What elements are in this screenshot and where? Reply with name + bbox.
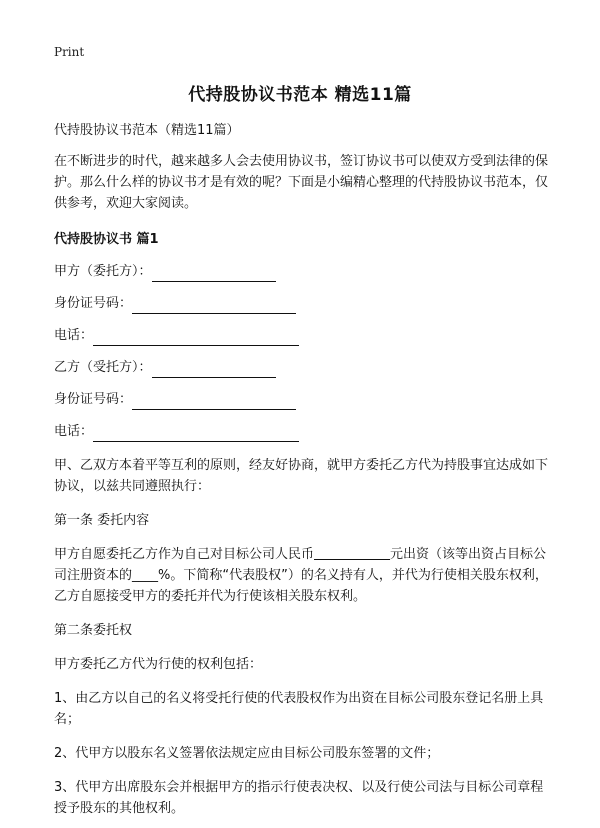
id-b-field <box>54 389 548 410</box>
party-b-blank <box>152 361 276 378</box>
article2-intro: 甲方委托乙方代为行使的权利包括： <box>54 657 263 672</box>
phone-b-blank <box>93 425 299 442</box>
id-a-blank <box>132 297 296 314</box>
list-item: 1、由乙方以自己的名义将受托行使的代表股权作为出资在目标公司股东登记名册上具名； <box>54 691 544 727</box>
list-item: 3、代甲方出席股东会并根据甲方的指示行使表决权、以及行使公司法与目标公司章程授予股东的其他权利。 <box>54 780 544 816</box>
article2-title: 第二条委托权 <box>54 623 133 638</box>
article1-paragraph <box>54 544 548 607</box>
id-a-label: 身份证号码： <box>54 296 133 311</box>
phone-a-label: 电话： <box>54 328 94 343</box>
party-a-blank <box>152 265 276 282</box>
phone-a-blank <box>93 329 299 346</box>
party-a-label: 甲方（委托方）： <box>54 264 152 279</box>
phone-b-field <box>54 421 548 442</box>
document-subtitle: 代持股协议书范本（精选11篇） <box>54 123 240 138</box>
article1-text-part2: 元出资（该等出资占目标公司注册资本的 <box>54 547 547 583</box>
percent-blank: ____ <box>132 568 159 583</box>
party-a-field <box>54 261 548 282</box>
agreement-paragraph: 甲、乙双方本着平等互利的原则，经友好协商，就甲方委托乙方代为持股事宜达成如下协议，以兹共同遵照执行： <box>54 458 549 494</box>
list-item: 2、代甲方以股东名义签署依法规定应由目标公司股东签署的文件； <box>54 746 440 761</box>
section-heading: 代持股协议书 篇1 <box>54 232 159 247</box>
party-b-field <box>54 357 548 378</box>
article1-text-part1: 甲方自愿委托乙方作为自己对目标公司人民币 <box>54 547 315 562</box>
phone-a-field <box>54 325 548 346</box>
print-link[interactable]: Print <box>54 45 85 59</box>
intro-paragraph: 在不断进步的时代，越来越多人会去使用协议书，签订协议书可以使双方受到法律的保护。那么什么样的协议书才是有效的呢？下面是小编精心整理的代持股协议书范本，仅供参考，欢迎大家阅读。 <box>54 154 549 211</box>
id-a-field <box>54 293 548 314</box>
article1-title: 第一条 委托内容 <box>54 513 150 528</box>
amount-blank <box>314 545 390 560</box>
party-b-label: 乙方（受托方）： <box>54 360 152 375</box>
document-body <box>54 120 548 819</box>
page-title: 代持股协议书范本 精选11篇 <box>188 85 412 105</box>
article1-text-part3: %。下简称“代表股权”）的名义持有人，并代为行使相关股东权利，乙方自愿接受甲方的委托并代为行使该相关股东权利。 <box>54 568 548 604</box>
id-b-blank <box>132 393 296 410</box>
phone-b-label: 电话： <box>54 424 94 439</box>
id-b-label: 身份证号码： <box>54 392 133 407</box>
